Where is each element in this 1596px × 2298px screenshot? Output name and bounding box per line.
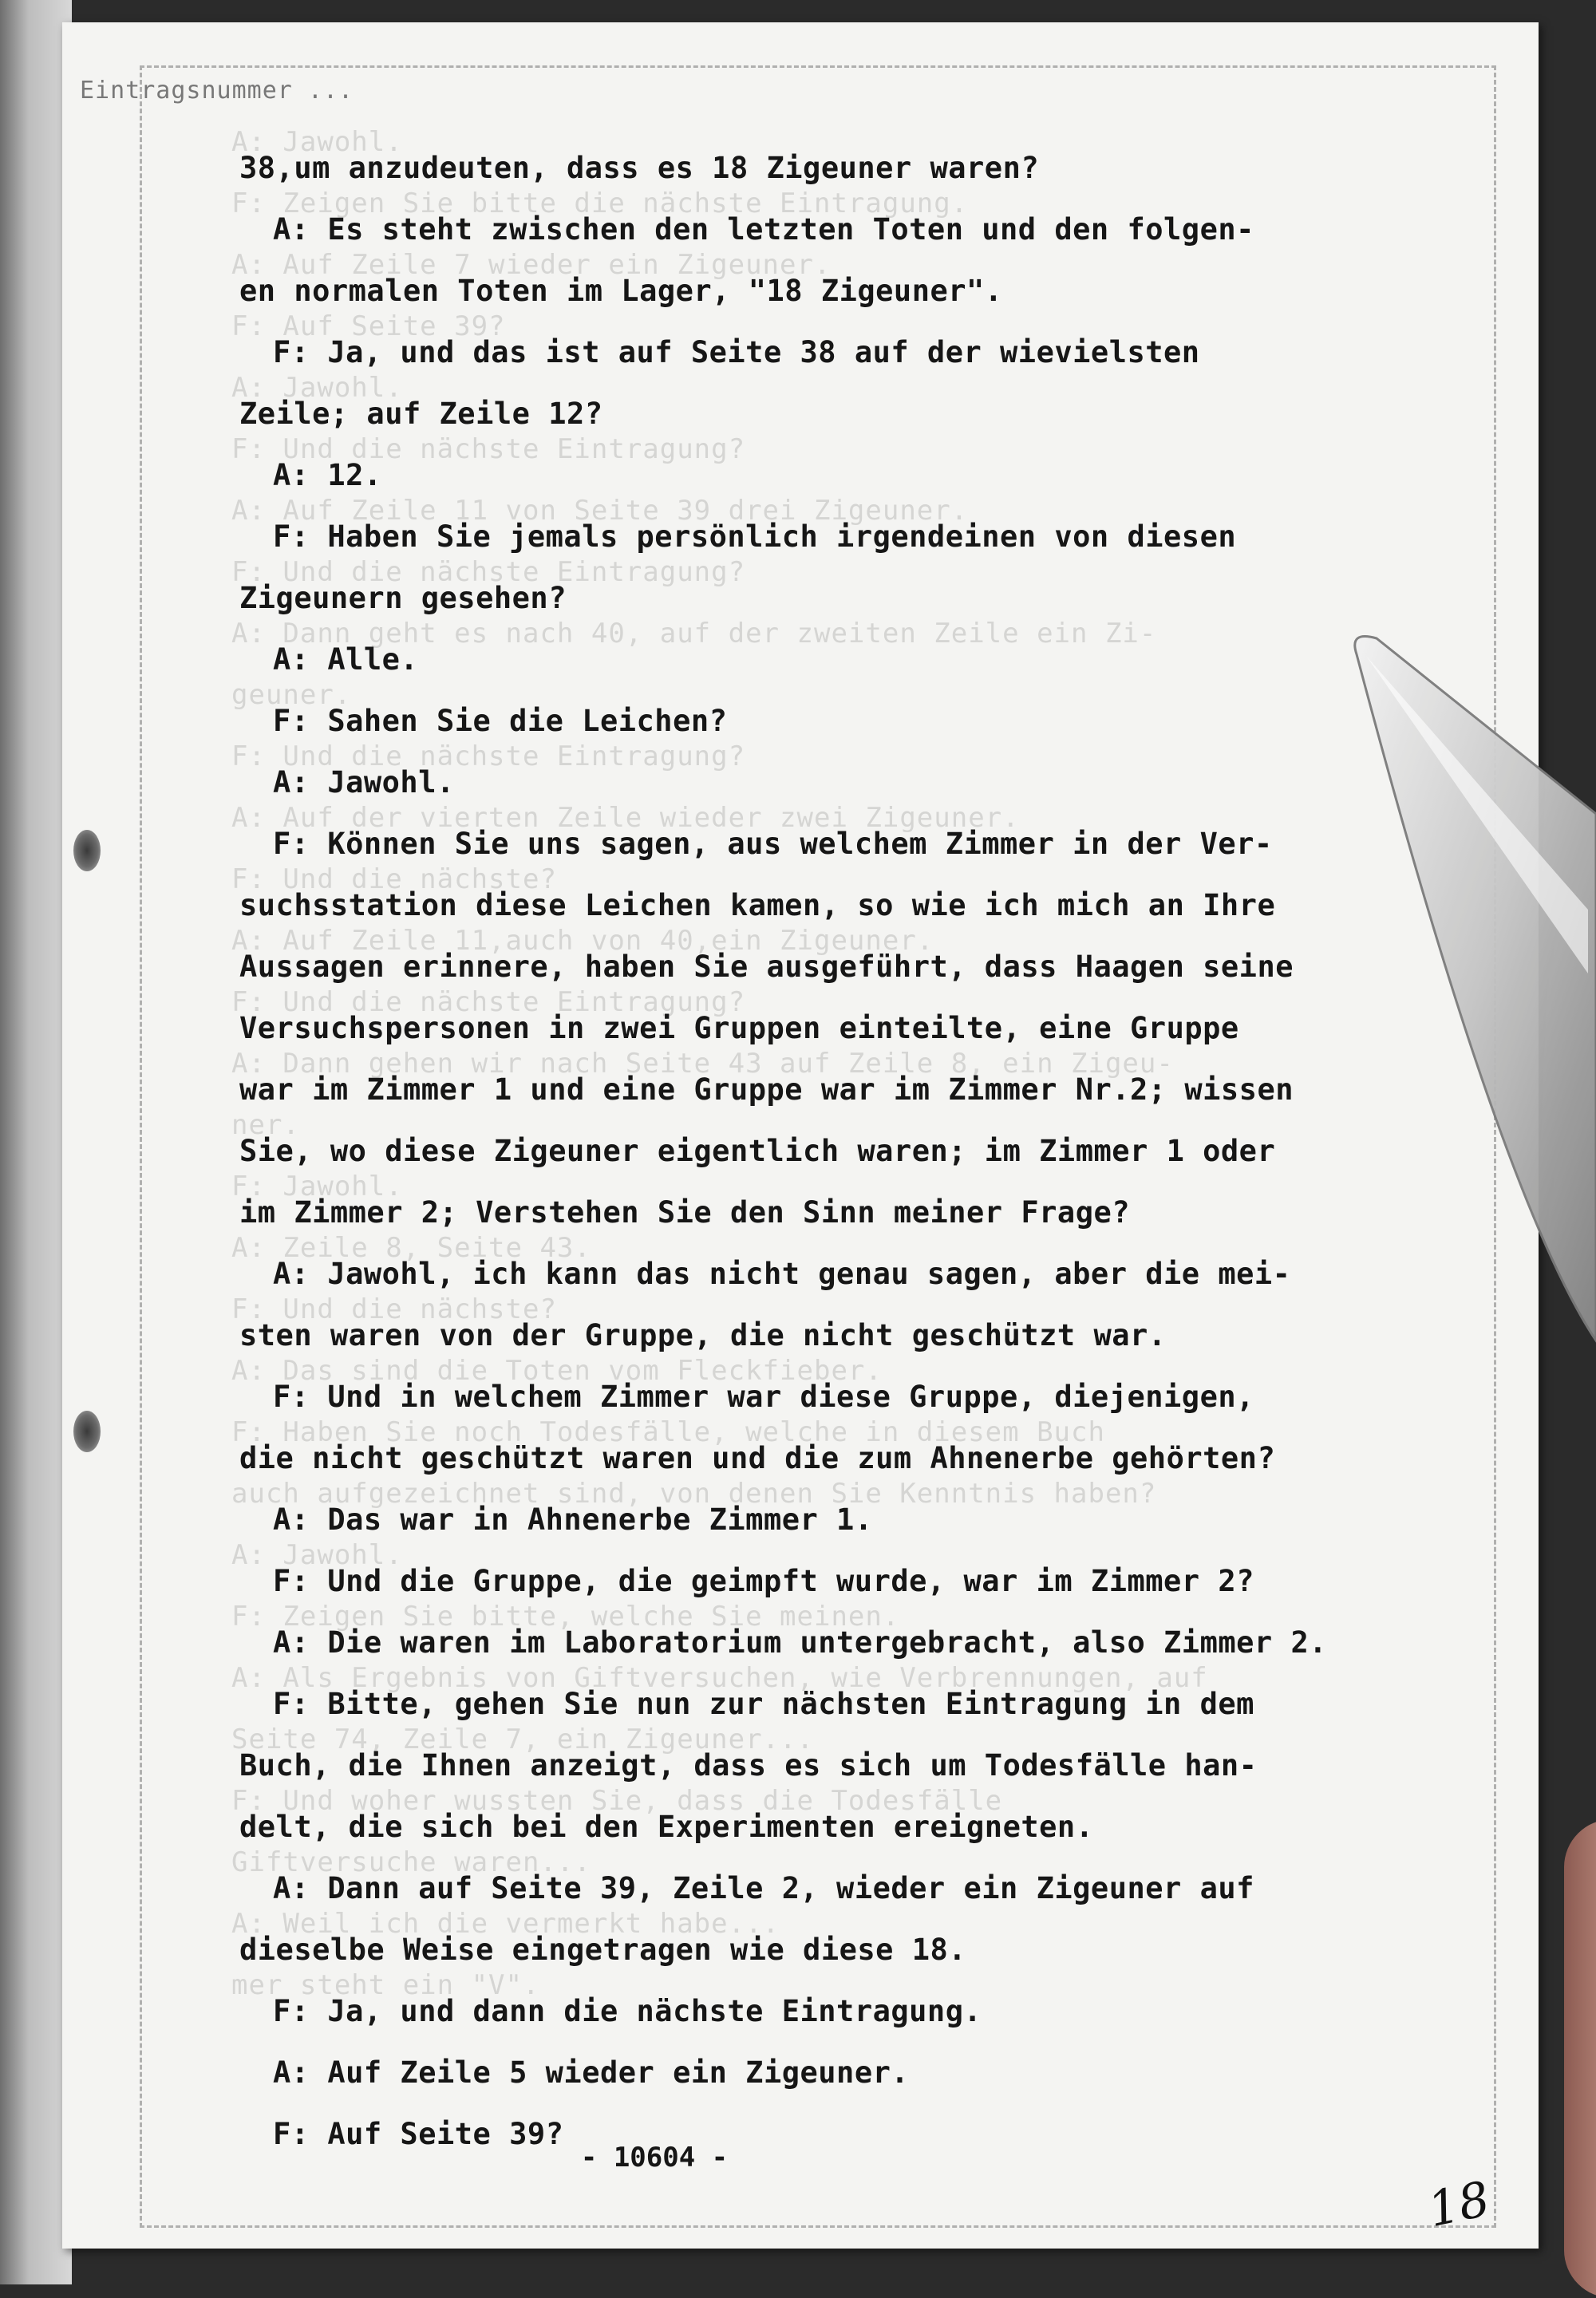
transcript-line: Zeile; auf Zeile 12?	[239, 397, 603, 431]
bleed-through-line: A: Jawohl.	[231, 126, 403, 158]
bleed-through-line: Seite 74, Zeile 7, ein Zigeuner...	[231, 1724, 814, 1755]
transcript-line: A: 12.	[273, 458, 382, 492]
bleed-through-line: Giftversuche waren...	[231, 1846, 591, 1878]
transcript-line: F: Ja, und dann die nächste Eintragung.	[273, 1994, 982, 2028]
transcript-line: Aussagen erinnere, haben Sie ausgeführt, dass Haagen seine	[239, 950, 1294, 984]
transcript-line: A: Auf Zeile 5 wieder ein Zigeuner.	[273, 2055, 910, 2090]
bleed-through-line: A: Auf der vierten Zeile wieder zwei Zigeuner.	[231, 802, 1020, 834]
bleed-through-line: F: Haben Sie noch Todesfälle, welche in diesem Buch	[231, 1416, 1105, 1448]
bleed-through-line: F: Jawohl.	[231, 1171, 403, 1202]
bleed-through-line: A: Jawohl.	[231, 372, 403, 404]
bleed-through-line: A: Auf Zeile 11,auch von 40,ein Zigeuner.	[231, 925, 934, 957]
header-line: Eintragsnummer ...	[80, 77, 354, 105]
bleed-through-line: A: Zeile 8, Seite 43.	[231, 1232, 591, 1264]
transcript-line: 38,um anzudeuten, dass es 18 Zigeuner waren?	[239, 151, 1040, 185]
bleed-through-line: F: Und die nächste?	[231, 1293, 557, 1325]
bleed-through-line: A: Dann gehen wir nach Seite 43 auf Zeile 8, ein Zigeu-	[231, 1048, 1174, 1080]
bleed-through-line: F: Zeigen Sie bitte, welche Sie meinen.	[231, 1601, 900, 1633]
bleed-through-line: F: Zeigen Sie bitte die nächste Eintragung.	[231, 188, 969, 219]
bleed-through-line: A: Als Ergebnis von Giftversuchen, wie Verbrennungen, auf	[231, 1662, 1208, 1694]
transcript-line: A: Dann auf Seite 39, Zeile 2, wieder ein Zigeuner auf	[273, 1871, 1254, 1905]
bleed-through-line: A: Auf Zeile 7 wieder ein Zigeuner.	[231, 249, 832, 281]
bleed-through-line: F: Und die nächste?	[231, 863, 557, 895]
handwritten-folio-number: 18	[1423, 2170, 1495, 2239]
bleed-through-line: A: Dann geht es nach 40, auf der zweiten Zeile ein Zi-	[231, 618, 1157, 650]
bleed-through-line: A: Weil ich die vermerkt habe...	[231, 1908, 780, 1940]
hand-finger	[1564, 1819, 1596, 2298]
transcript-line: sten waren von der Gruppe, die nicht geschützt war.	[239, 1318, 1167, 1352]
transcript-line: die nicht geschützt waren und die zum Ahnenerbe gehörten?	[239, 1441, 1276, 1475]
transcript-line: F: Ja, und das ist auf Seite 38 auf der wievielsten	[273, 335, 1200, 369]
bleed-through-line: A: Jawohl.	[231, 1539, 403, 1571]
transcript-line: A: Die waren im Laboratorium untergebracht, also Zimmer 2.	[273, 1625, 1328, 1660]
transcript-line: A: Es steht zwischen den letzten Toten und den folgen-	[273, 212, 1254, 247]
transcript-line: F: Können Sie uns sagen, aus welchem Zimmer in der Ver-	[273, 827, 1273, 861]
transcript-line: Sie, wo diese Zigeuner eigentlich waren; im Zimmer 1 oder	[239, 1134, 1276, 1168]
transcript-line: A: Alle.	[273, 642, 419, 677]
transcript-line: A: Jawohl, ich kann das nicht genau sagen, aber die mei-	[273, 1257, 1291, 1291]
bleed-through-line: A: Das sind die Toten vom Fleckfieber.	[231, 1355, 883, 1387]
transcript-line: delt, die sich bei den Experimenten ereigneten.	[239, 1810, 1094, 1844]
transcript-line: dieselbe Weise eingetragen wie diese 18.	[239, 1933, 967, 1967]
transcript-line: war im Zimmer 1 und eine Gruppe war im Zimmer Nr.2; wissen	[239, 1072, 1294, 1107]
bleed-through-line: F: Und die nächste Eintragung?	[231, 556, 746, 588]
bleed-through-line: F: Und die nächste Eintragung?	[231, 433, 746, 465]
transcript-line: F: Haben Sie jemals persönlich irgendeinen von diesen	[273, 519, 1237, 554]
bleed-through-line: F: Und die nächste Eintragung?	[231, 740, 746, 772]
bleed-through-line: ner.	[231, 1109, 300, 1141]
bleed-through-line: F: Auf Seite 39?	[231, 310, 506, 342]
bleed-through-line: geuner.	[231, 679, 352, 711]
transcript-line: F: Bitte, gehen Sie nun zur nächsten Eintragung in dem	[273, 1687, 1254, 1721]
bleed-through-line: A: Auf Zeile 11 von Seite 39 drei Zigeuner.	[231, 495, 969, 527]
bleed-through-line: mer steht ein "V".	[231, 1969, 540, 2001]
transcript-line: A: Das war in Ahnenerbe Zimmer 1.	[273, 1502, 873, 1537]
page-number-text: - 10604 -	[580, 2142, 729, 2174]
bleed-through-line: F: Und die nächste Eintragung?	[231, 986, 746, 1018]
transcript-line: Buch, die Ihnen anzeigt, dass es sich um Todesfälle han-	[239, 1748, 1258, 1783]
transcript-line: F: Auf Seite 39?	[273, 2117, 564, 2151]
transcript-line: im Zimmer 2; Verstehen Sie den Sinn meiner Frage?	[239, 1195, 1131, 1230]
bleed-through-line: auch aufgezeichnet sind, von denen Sie Kenntnis haben?	[231, 1478, 1157, 1510]
transcript-line: Versuchspersonen in zwei Gruppen einteilte, eine Gruppe	[239, 1011, 1239, 1045]
transcript-line: F: Sahen Sie die Leichen?	[273, 704, 728, 738]
transcript-line: suchsstation diese Leichen kamen, so wie ich mich an Ihre	[239, 888, 1276, 922]
transcript-line: Zigeunern gesehen?	[239, 581, 567, 615]
transcript-line: F: Und in welchem Zimmer war diese Gruppe, diejenigen,	[273, 1380, 1254, 1414]
transcript-line: F: Und die Gruppe, die geimpft wurde, war im Zimmer 2?	[273, 1564, 1254, 1598]
transcript-line: A: Jawohl.	[273, 765, 455, 800]
transcript-line: en normalen Toten im Lager, "18 Zigeuner".	[239, 274, 1003, 308]
bleed-through-line: F: Und woher wussten Sie, dass die Todesfälle	[231, 1785, 1003, 1817]
